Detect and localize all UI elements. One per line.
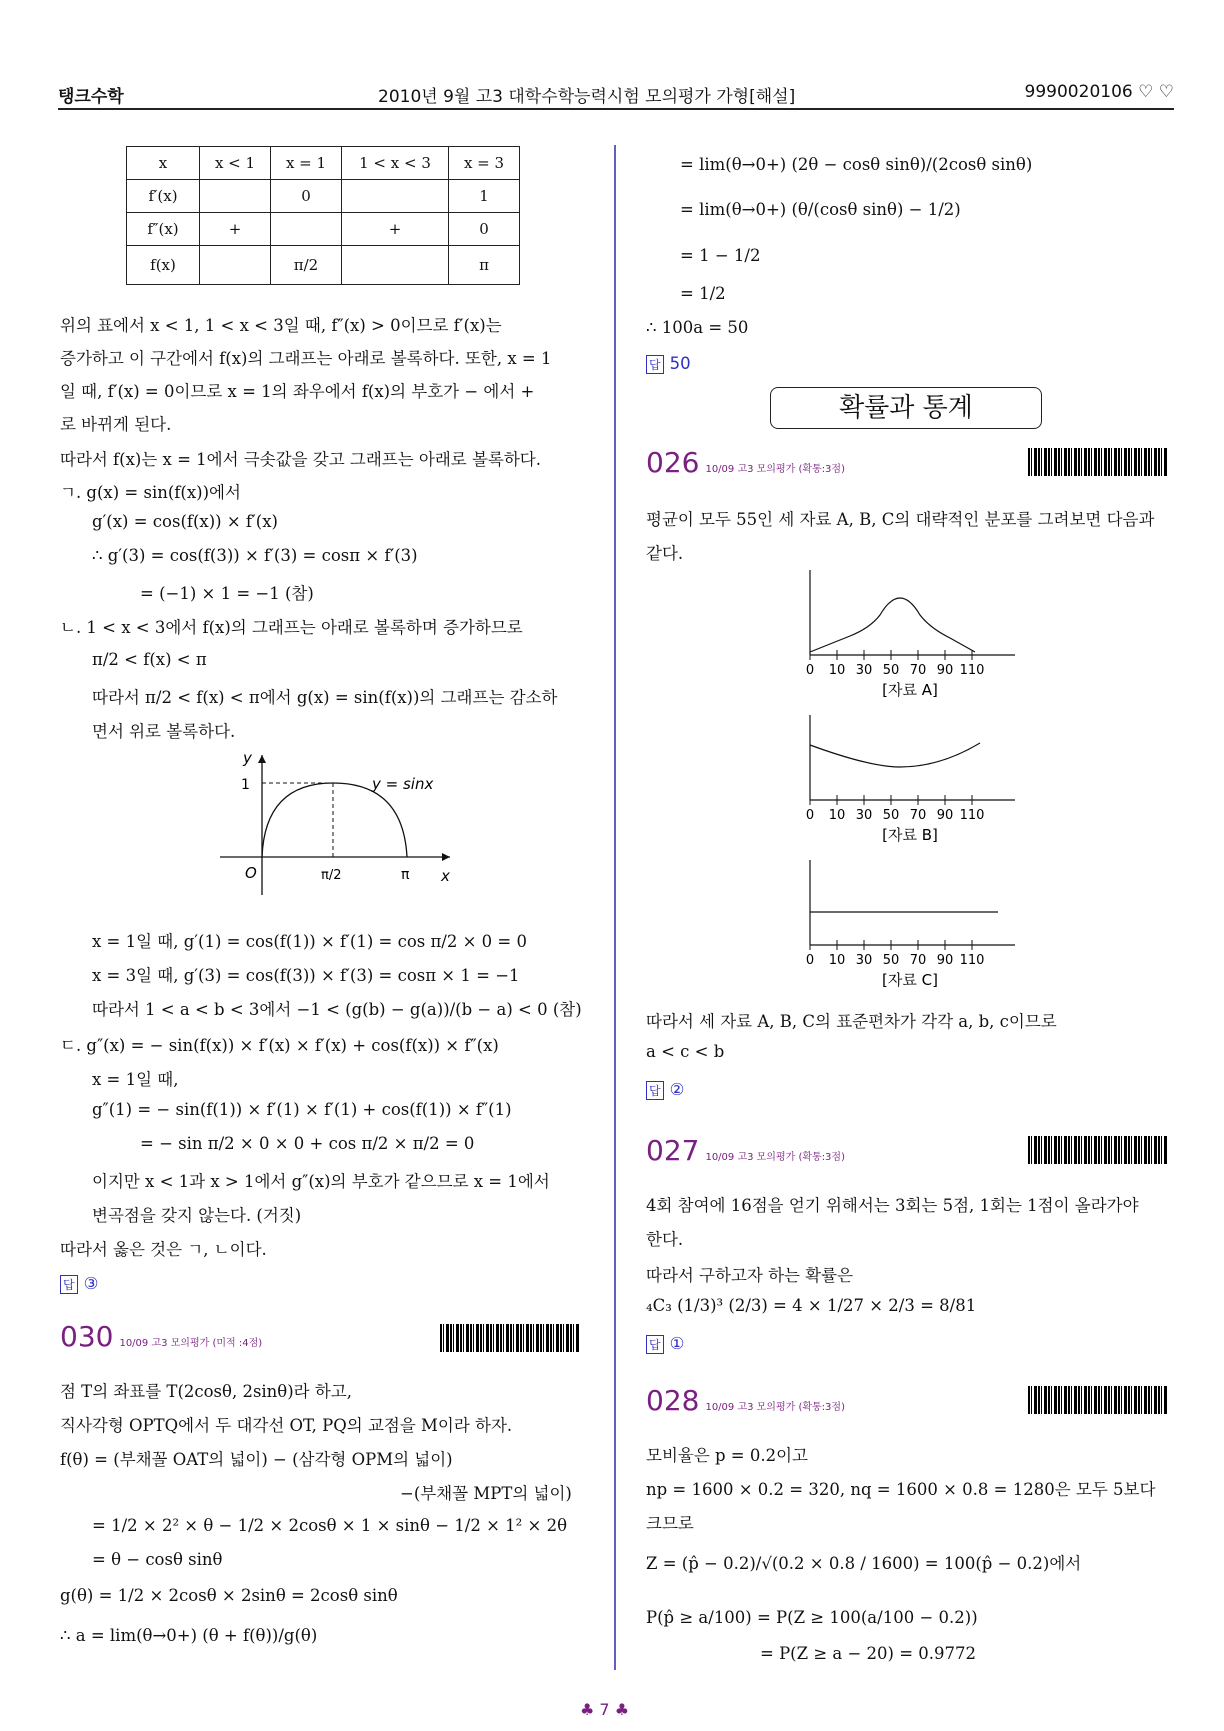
question-meta: 10/09 고3 모의평가 (미적 :4점) [119,1338,263,1349]
y-tick-label: 1 [241,777,250,793]
table-cell: f″(x) [127,213,200,246]
header-title: 2010년 9월 고3 대학수학능력시험 모의평가 가형[해설] [378,87,796,107]
graph-label: [자료 A] [882,681,938,699]
table-cell [271,213,342,246]
curve-label: y = sinx [372,775,434,793]
graph-label: [자료 C] [882,971,938,989]
answer-box: 답 [646,1081,664,1100]
table-cell [342,246,449,285]
table-header-cell: x < 1 [200,147,271,180]
table-header-row [127,147,520,180]
text-line: a < c < b [646,1042,725,1061]
question-meta: 10/09 고3 모의평가 (확통:3점) [705,1152,845,1163]
text-line: x = 3일 때, g′(3) = cos(f(3)) × f′(3) = cosπ × 1 = −1 [92,966,520,985]
tick-label: 50 [882,953,900,968]
text-line: ㄱ. g(x) = sin(f(x))에서 [60,483,241,502]
tick-label: 70 [909,808,927,823]
header-code: 9990020106 ♡ ♡ [1024,82,1174,102]
text-line: P(p̂ ≥ a/100) = P(Z ≥ 100(a/100 − 0.2)) [646,1608,978,1627]
header-brand: 탱크수학 [58,87,124,107]
table-cell [200,180,271,213]
text-line: 따라서 π/2 < f(x) < π에서 g(x) = sin(f(x))의 그래프는 감소하 [92,688,558,707]
answer-value: 50 [669,354,691,373]
question-number: 027 [646,1134,700,1167]
text-line: 변곡점을 갖지 않는다. (거짓) [92,1206,302,1225]
text-line: = (−1) × 1 = −1 (참) [140,584,314,603]
text-line: = P(Z ≥ a − 20) = 0.9772 [760,1644,977,1663]
tick-label: 70 [909,663,927,678]
sign-table [126,146,520,285]
y-axis-label: y [243,749,252,767]
tick-label: 30 [855,953,873,968]
text-line: 4회 참여에 16점을 얻기 위해서는 3회는 5점, 1회는 1점이 올라가야 [646,1196,1139,1215]
distribution-graph-b [800,715,1020,855]
text-line: g(θ) = 1/2 × 2cosθ × 2sinθ = 2cosθ sinθ [60,1586,398,1605]
tick-label: 70 [909,953,927,968]
question-header-030 [60,1320,262,1353]
x-tick-label: π/2 [321,868,342,883]
text-line: 이지만 x < 1과 x > 1에서 g″(x)의 부호가 같으므로 x = 1에서 [92,1172,550,1191]
question-meta: 10/09 고3 모의평가 (확통:3점) [705,1402,845,1413]
tick-label: 10 [828,663,846,678]
table-cell: f(x) [127,246,200,285]
tick-label: 0 [805,663,815,678]
table-cell [200,246,271,285]
text-line: 면서 위로 볼록하다. [92,722,236,741]
answer-line [646,354,691,374]
tick-label: 90 [936,953,954,968]
question-meta: 10/09 고3 모의평가 (확통:3점) [705,464,845,475]
answer-value: ① [669,1334,685,1353]
table-row [127,213,520,246]
text-line: 따라서 1 < a < b < 3에서 −1 < (g(b) − g(a))/(b − a) < 0 (참) [92,1000,582,1019]
text-line: = θ − cosθ sinθ [92,1550,223,1569]
barcode [1028,1136,1168,1164]
barcode [1028,1386,1168,1414]
text-line: 따라서 세 자료 A, B, C의 표준편차가 각각 a, b, c이므로 [646,1012,1057,1031]
text-line: x = 1일 때, [92,1070,179,1089]
tick-label: 50 [882,808,900,823]
text-line: np = 1600 × 0.2 = 320, nq = 1600 × 0.8 = 1280은 모두 5보다 [646,1480,1156,1499]
table-cell: f′(x) [127,180,200,213]
tick-label: 110 [959,808,985,823]
text-line: = lim(θ→0+) (θ/(cosθ sinθ) − 1/2) [680,200,961,219]
text-line: 평균이 모두 55인 세 자료 A, B, C의 대략적인 분포를 그려보면 다음과 [646,510,1155,529]
tick-label: 90 [936,808,954,823]
text-line: = 1/2 × 2² × θ − 1/2 × 2cosθ × 1 × sinθ − 1/2 × 1² × 2θ [92,1516,568,1535]
question-header-028 [646,1384,845,1417]
distribution-graph-a [800,570,1020,710]
text-line: π/2 < f(x) < π [92,650,207,669]
table-cell: + [342,213,449,246]
text-line: 따라서 옳은 것은 ㄱ, ㄴ이다. [60,1240,267,1259]
text-line: 같다. [646,544,684,563]
text-line: Z = (p̂ − 0.2)/√(0.2 × 0.8 / 1600) = 100(p̂ − 0.2)에서 [646,1554,1082,1573]
text-line: ㄴ. 1 < x < 3에서 f(x)의 그래프는 아래로 볼록하며 증가하므로 [60,618,523,637]
text-line: −(부채꼴 MPT의 넓이) [400,1484,572,1503]
answer-line [646,1080,684,1100]
table-row [127,246,520,285]
answer-value: ③ [83,1274,99,1293]
sine-graph [215,745,460,905]
text-line: ∴ g′(3) = cos(f(3)) × f′(3) = cosπ × f′(3) [92,546,418,565]
question-number: 026 [646,446,700,479]
answer-box: 답 [646,355,664,374]
graph-label: [자료 B] [882,826,938,844]
origin-label: O [245,864,257,882]
question-header-027 [646,1134,845,1167]
tick-label: 30 [855,808,873,823]
tick-label: 10 [828,808,846,823]
answer-box: 답 [60,1275,78,1294]
column-divider [614,145,616,1670]
tick-label: 90 [936,663,954,678]
table-cell: 0 [449,213,520,246]
answer-box: 답 [646,1335,664,1354]
text-line: f(θ) = (부채꼴 OAT의 넓이) − (삼각형 OPM의 넓이) [60,1450,453,1469]
tick-label: 0 [805,808,815,823]
table-cell: π/2 [271,246,342,285]
table-header-cell: 1 < x < 3 [342,147,449,180]
page-footer: ♣ 7 ♣ [580,1700,630,1719]
question-header-026 [646,446,845,479]
text-line: ∴ 100a = 50 [646,318,749,337]
table-cell: 1 [449,180,520,213]
barcode [440,1324,580,1352]
question-number: 030 [60,1320,114,1353]
page-header [58,78,1174,110]
tick-label: 10 [828,953,846,968]
text-line: g′(x) = cos(f(x)) × f′(x) [92,512,278,531]
barcode [1028,448,1168,476]
table-row [127,180,520,213]
table-cell: π [449,246,520,285]
table-header-cell: x = 3 [449,147,520,180]
text-line: 직사각형 OPTQ에서 두 대각선 OT, PQ의 교점을 M이라 하자. [60,1416,513,1435]
question-number: 028 [646,1384,700,1417]
table-cell [342,180,449,213]
text-line: ∴ a = lim(θ→0+) (θ + f(θ))/g(θ) [60,1626,318,1645]
text-line: x = 1일 때, g′(1) = cos(f(1)) × f′(1) = cos π/2 × 0 = 0 [92,932,527,951]
text-line: 모비율은 p = 0.2이고 [646,1446,808,1465]
table-header-cell: x = 1 [271,147,342,180]
table-cell: 0 [271,180,342,213]
answer-line [60,1274,98,1294]
tick-label: 110 [959,953,985,968]
table-header-cell: x [127,147,200,180]
text-line: 크므로 [646,1514,694,1533]
answer-value: ② [669,1080,685,1099]
text-line: 점 T의 좌표를 T(2cosθ, 2sinθ)라 하고, [60,1382,352,1401]
text-line: g″(1) = − sin(f(1)) × f′(1) × f′(1) + cos(f(1)) × f″(1) [92,1100,512,1119]
text-line: 따라서 구하고자 하는 확률은 [646,1266,854,1285]
tick-label: 0 [805,953,815,968]
text-line: ㄷ. g″(x) = − sin(f(x)) × f′(x) × f′(x) + cos(f(x)) × f″(x) [60,1036,499,1055]
x-tick-label: π [401,867,410,883]
answer-line [646,1334,684,1354]
text-line: 일 때, f′(x) = 0이므로 x = 1의 좌우에서 f(x)의 부호가 − 에서 + [60,382,535,401]
text-line: = lim(θ→0+) (2θ − cosθ sinθ)/(2cosθ sinθ) [680,155,1033,174]
text-line: = − sin π/2 × 0 × 0 + cos π/2 × π/2 = 0 [140,1134,475,1153]
section-title: 확률과 통계 [770,387,1042,429]
distribution-graph-c [800,860,1020,1000]
text-line: 한다. [646,1230,684,1249]
text-line: 증가하고 이 구간에서 f(x)의 그래프는 아래로 볼록하다. 또한, x = 1 [60,349,552,368]
text-line: 로 바뀌게 된다. [60,415,172,434]
text-line: 위의 표에서 x < 1, 1 < x < 3일 때, f″(x) > 0이므로 f′(x)는 [60,316,502,335]
text-line: 따라서 f(x)는 x = 1에서 극솟값을 갖고 그래프는 아래로 볼록하다. [60,450,541,469]
table-cell: + [200,213,271,246]
tick-label: 110 [959,663,985,678]
tick-label: 30 [855,663,873,678]
text-line: ₄C₃ (1/3)³ (2/3) = 4 × 1/27 × 2/3 = 8/81 [646,1296,977,1315]
x-axis-label: x [441,867,450,885]
text-line: = 1/2 [680,284,726,303]
tick-label: 50 [882,663,900,678]
text-line: = 1 − 1/2 [680,246,761,265]
